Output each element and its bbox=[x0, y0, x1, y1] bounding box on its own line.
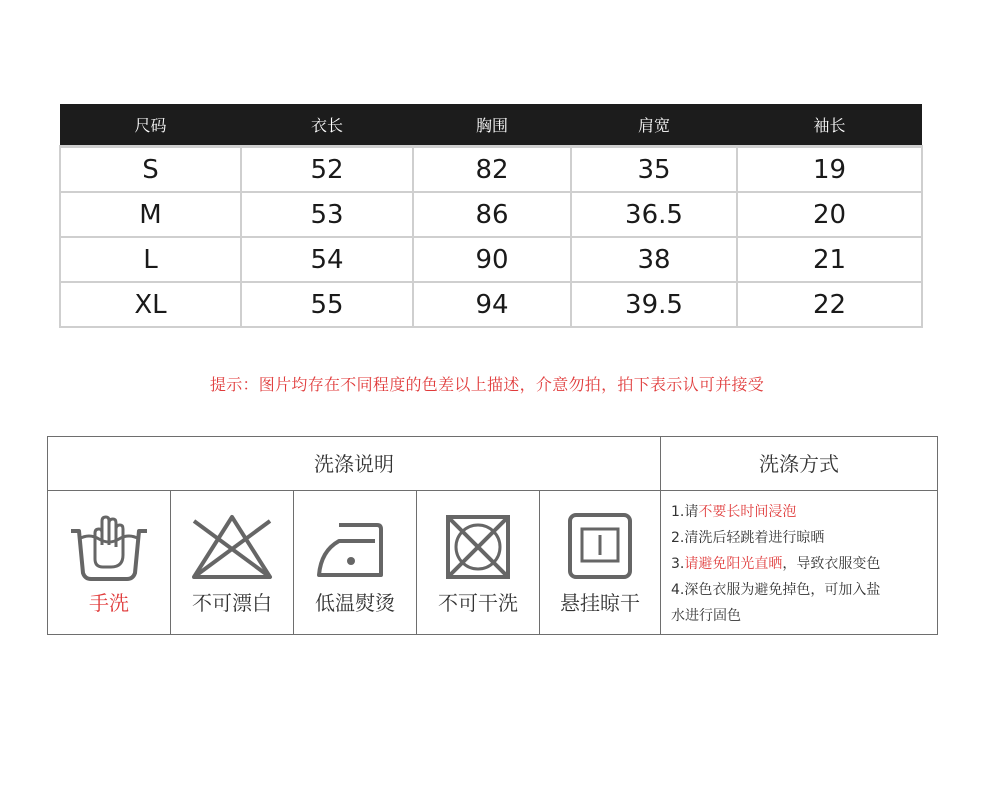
header-chest: 胸围 bbox=[413, 104, 571, 147]
method-item-3 bbox=[671, 551, 937, 577]
table-cell: 94 bbox=[413, 282, 571, 327]
table-cell: S bbox=[60, 147, 241, 193]
table-cell: 35 bbox=[571, 147, 737, 193]
header-size: 尺码 bbox=[60, 104, 241, 147]
size-table-header-row bbox=[60, 104, 922, 147]
low-iron-icon bbox=[311, 511, 399, 583]
line-dry-label: 悬挂晾干 bbox=[560, 591, 640, 615]
table-cell: 21 bbox=[737, 237, 922, 282]
table-cell: 53 bbox=[241, 192, 413, 237]
header-shoulder: 肩宽 bbox=[571, 104, 737, 147]
table-cell: M bbox=[60, 192, 241, 237]
table-cell: 39.5 bbox=[571, 282, 737, 327]
table-cell: 22 bbox=[737, 282, 922, 327]
hand-wash-label: 手洗 bbox=[89, 591, 129, 615]
hand-wash-icon bbox=[65, 511, 153, 583]
care-item-line-dry bbox=[540, 491, 661, 634]
table-cell: 55 bbox=[241, 282, 413, 327]
method-1-warning: 不要长时间浸泡 bbox=[698, 504, 797, 520]
no-bleach-icon bbox=[188, 511, 276, 583]
care-item-no-bleach bbox=[171, 491, 294, 634]
line-dry-icon bbox=[556, 511, 644, 583]
low-iron-label: 低温熨烫 bbox=[315, 591, 395, 615]
table-cell: XL bbox=[60, 282, 241, 327]
table-cell: 54 bbox=[241, 237, 413, 282]
table-row bbox=[60, 192, 922, 237]
table-cell: 36.5 bbox=[571, 192, 737, 237]
table-cell: 20 bbox=[737, 192, 922, 237]
table-row bbox=[60, 282, 922, 327]
method-4-line2: 水进行固色 bbox=[671, 608, 741, 624]
wash-method-list bbox=[661, 491, 937, 634]
wash-instructions-title: 洗涤说明 bbox=[48, 437, 661, 491]
size-table bbox=[59, 104, 923, 328]
no-bleach-label: 不可漂白 bbox=[192, 591, 272, 615]
care-instructions-panel bbox=[47, 436, 938, 635]
table-cell: 52 bbox=[241, 147, 413, 193]
method-3-prefix: 3. bbox=[671, 556, 685, 572]
table-cell: 90 bbox=[413, 237, 571, 282]
method-4-line1: 4.深色衣服为避免掉色，可加入盐 bbox=[671, 582, 881, 598]
method-1-prefix: 1.请 bbox=[671, 504, 699, 520]
method-item-2 bbox=[671, 525, 937, 551]
header-sleeve: 袖长 bbox=[737, 104, 922, 147]
method-item-4-cont bbox=[671, 603, 937, 629]
color-difference-notice: 提示：图片均存在不同程度的色差以上描述，介意勿拍，拍下表示认可并接受 bbox=[209, 375, 765, 394]
header-length: 衣长 bbox=[241, 104, 413, 147]
table-cell: L bbox=[60, 237, 241, 282]
method-item-1 bbox=[671, 499, 937, 525]
no-dry-clean-label: 不可干洗 bbox=[438, 591, 518, 615]
method-2-text: 2.清洗后轻跳着进行晾晒 bbox=[671, 530, 825, 546]
method-3-warning: 请避免阳光直晒 bbox=[684, 556, 783, 572]
care-item-no-dry-clean bbox=[417, 491, 540, 634]
table-cell: 86 bbox=[413, 192, 571, 237]
care-item-low-iron bbox=[294, 491, 417, 634]
table-cell: 19 bbox=[737, 147, 922, 193]
wash-method-title: 洗涤方式 bbox=[661, 437, 937, 491]
table-cell: 82 bbox=[413, 147, 571, 193]
method-item-4 bbox=[671, 577, 937, 603]
method-3-suffix: ，导致衣服变色 bbox=[782, 556, 881, 572]
care-item-hand-wash bbox=[48, 491, 171, 634]
table-cell: 38 bbox=[571, 237, 737, 282]
no-dry-clean-icon bbox=[434, 511, 522, 583]
table-row bbox=[60, 237, 922, 282]
table-row bbox=[60, 147, 922, 193]
